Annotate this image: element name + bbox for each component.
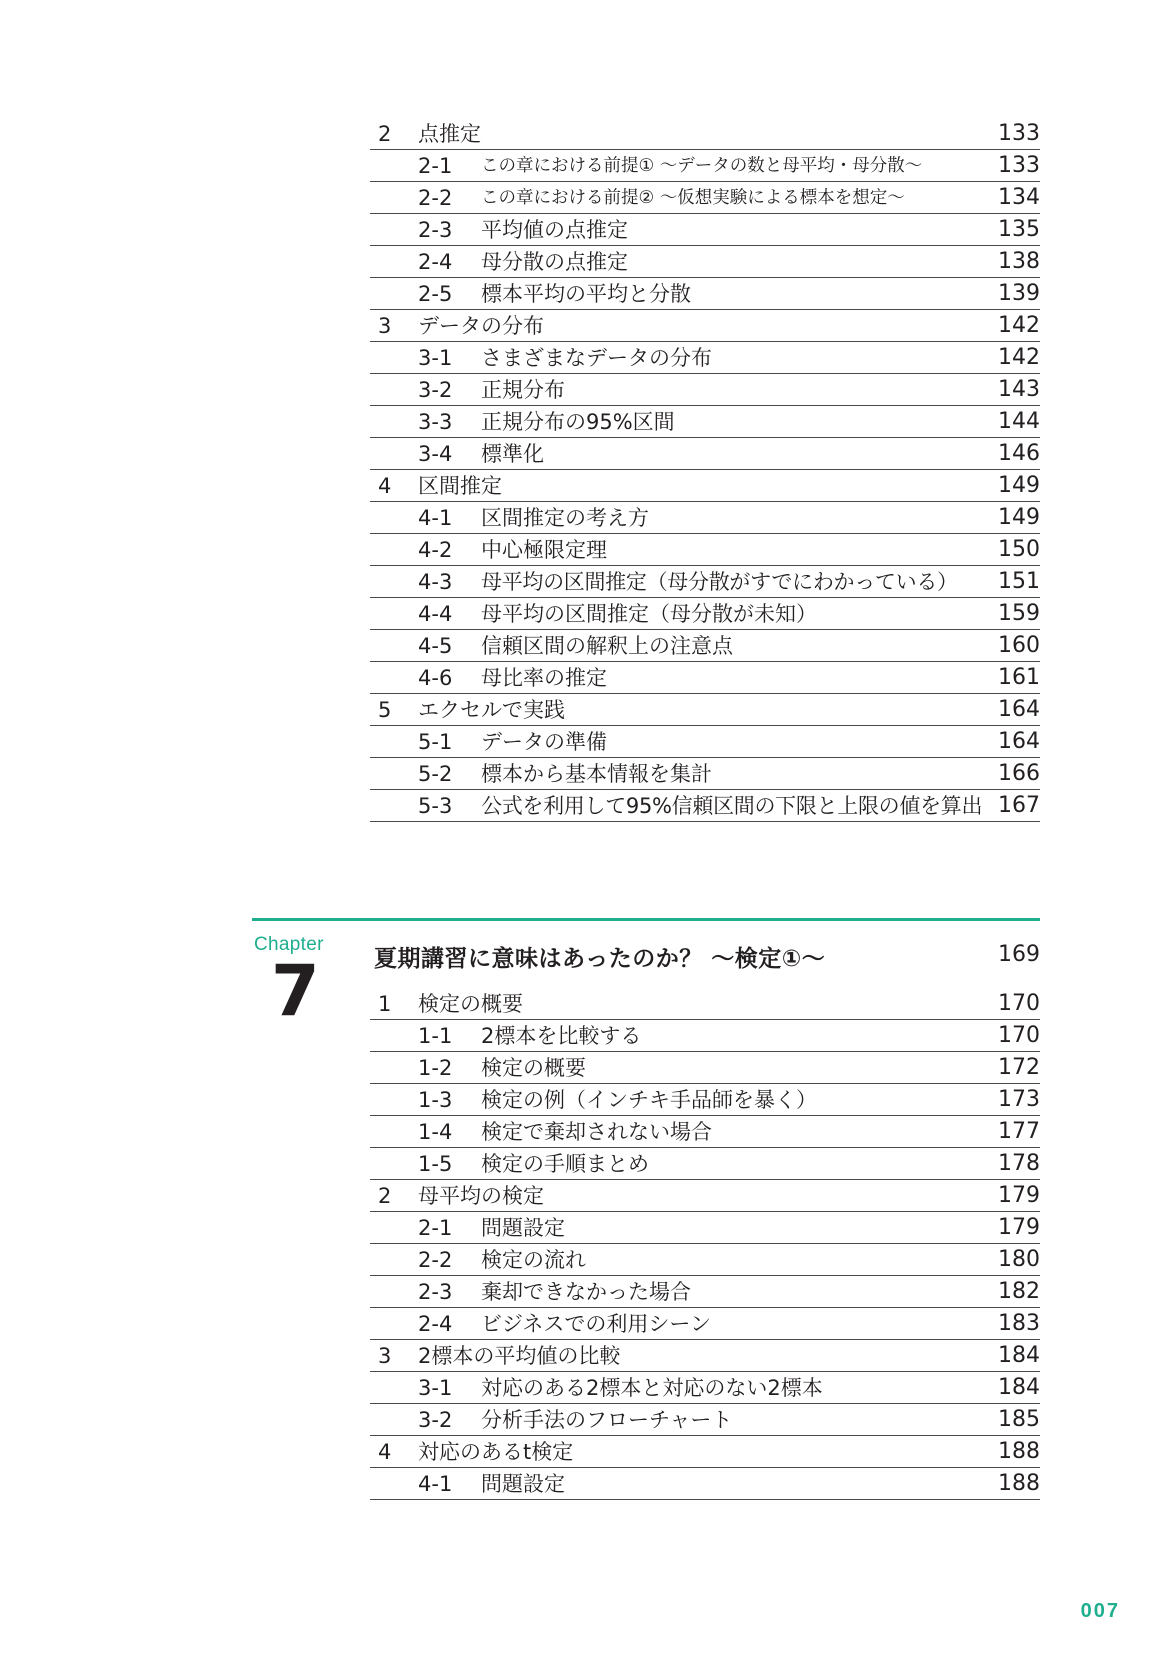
- toc-entry-title: 正規分布の95%区間: [481, 410, 675, 434]
- toc-subsection-row[interactable]: [370, 1148, 1040, 1180]
- toc-entry-page: 149: [998, 473, 1040, 498]
- toc-entry-page: 144: [998, 409, 1040, 434]
- toc-entry-number: 2-2: [418, 1248, 453, 1272]
- toc-entry-title: 標本平均の平均と分散: [481, 282, 691, 306]
- toc-entry-page: 179: [998, 1215, 1040, 1240]
- toc-entry-page: 164: [998, 697, 1040, 722]
- toc-entry-title: 平均値の点推定: [481, 218, 628, 242]
- toc-entry-number: 2-5: [418, 282, 453, 306]
- toc-entry-page: 188: [998, 1439, 1040, 1464]
- toc-entry-number: 2-4: [418, 1312, 453, 1336]
- toc-entry-title: 検定で棄却されない場合: [481, 1120, 712, 1144]
- toc-subsection-row[interactable]: [370, 566, 1040, 598]
- toc-entry-title: 母比率の推定: [481, 666, 607, 690]
- toc-entry-title: 2標本を比較する: [481, 1024, 642, 1048]
- toc-section-row[interactable]: [370, 470, 1040, 502]
- toc-entry-page: 164: [998, 729, 1040, 754]
- toc-entry-page: 161: [998, 665, 1040, 690]
- toc-subsection-row[interactable]: [370, 726, 1040, 758]
- toc-entry-number: 1-5: [418, 1152, 453, 1176]
- toc-entry-number: 2-4: [418, 250, 453, 274]
- toc-list-bottom: [370, 988, 1040, 1500]
- toc-entry-number: 2-1: [418, 1216, 453, 1240]
- toc-entry-title: 点推定: [418, 122, 481, 146]
- page-number: 007: [1080, 1600, 1120, 1622]
- chapter-divider: [252, 918, 1040, 921]
- toc-entry-title: 母平均の区間推定（母分散がすでにわかっている）: [481, 570, 958, 594]
- toc-subsection-row[interactable]: [370, 150, 1040, 182]
- toc-entry-title: 対応のあるt検定: [418, 1440, 574, 1464]
- toc-entry-title: 対応のある2標本と対応のない2標本: [481, 1376, 823, 1400]
- toc-entry-page: 149: [998, 505, 1040, 530]
- toc-entry-number: 4-4: [418, 602, 453, 626]
- toc-entry-title: 正規分布: [481, 378, 565, 402]
- toc-entry-title: 検定の概要: [418, 992, 523, 1016]
- toc-section-row[interactable]: [370, 1340, 1040, 1372]
- toc-entry-page: 177: [998, 1119, 1040, 1144]
- toc-entry-number: 2-3: [418, 1280, 453, 1304]
- toc-entry-number: 3-1: [418, 346, 453, 370]
- toc-subsection-row[interactable]: [370, 662, 1040, 694]
- toc-entry-page: 178: [998, 1151, 1040, 1176]
- toc-entry-title: この章における前提① 〜データの数と母平均・母分散〜: [481, 156, 923, 176]
- toc-subsection-row[interactable]: [370, 1276, 1040, 1308]
- toc-entry-page: 183: [998, 1311, 1040, 1336]
- toc-subsection-row[interactable]: [370, 374, 1040, 406]
- toc-entry-number: 3-3: [418, 410, 453, 434]
- toc-entry-number: 3-2: [418, 1408, 453, 1432]
- toc-subsection-row[interactable]: [370, 1244, 1040, 1276]
- toc-entry-page: 139: [998, 281, 1040, 306]
- toc-entry-title: 公式を利用して95%信頼区間の下限と上限の値を算出: [481, 794, 983, 818]
- toc-entry-number: 4: [378, 474, 392, 498]
- toc-entry-number: 5-1: [418, 730, 453, 754]
- toc-entry-number: 3-4: [418, 442, 453, 466]
- toc-entry-title: 母平均の検定: [418, 1184, 544, 1208]
- toc-entry-number: 2-2: [418, 186, 453, 210]
- toc-entry-page: 160: [998, 633, 1040, 658]
- toc-section-row[interactable]: [370, 118, 1040, 150]
- toc-entry-page: 184: [998, 1343, 1040, 1368]
- toc-entry-number: 4-1: [418, 506, 453, 530]
- toc-entry-number: 4-2: [418, 538, 453, 562]
- toc-entry-page: 133: [998, 121, 1040, 146]
- toc-entry-page: 185: [998, 1407, 1040, 1432]
- toc-entry-page: 133: [998, 153, 1040, 178]
- toc-subsection-row[interactable]: [370, 1084, 1040, 1116]
- toc-entry-number: 1-2: [418, 1056, 453, 1080]
- toc-subsection-row[interactable]: [370, 502, 1040, 534]
- toc-entry-page: 142: [998, 313, 1040, 338]
- toc-entry-page: 151: [998, 569, 1040, 594]
- toc-subsection-row[interactable]: [370, 630, 1040, 662]
- toc-entry-page: 180: [998, 1247, 1040, 1272]
- toc-entry-page: 159: [998, 601, 1040, 626]
- toc-entry-title: 標本から基本情報を集計: [481, 762, 712, 786]
- toc-entry-title: エクセルで実践: [418, 698, 565, 722]
- toc-entry-page: 182: [998, 1279, 1040, 1304]
- toc-entry-page: 167: [998, 793, 1040, 818]
- toc-entry-number: 2-1: [418, 154, 453, 178]
- toc-entry-page: 184: [998, 1375, 1040, 1400]
- toc-entry-title: 信頼区間の解釈上の注意点: [481, 634, 733, 658]
- toc-entry-title: この章における前提② 〜仮想実験による標本を想定〜: [481, 188, 905, 208]
- toc-subsection-row[interactable]: [370, 342, 1040, 374]
- toc-entry-title: 検定の例（インチキ手品師を暴く）: [481, 1088, 817, 1112]
- toc-entry-number: 4-5: [418, 634, 453, 658]
- toc-entry-number: 4-1: [418, 1472, 453, 1496]
- toc-entry-number: 4: [378, 1440, 392, 1464]
- toc-entry-number: 2-3: [418, 218, 453, 242]
- toc-entry-title: 問題設定: [481, 1472, 565, 1496]
- toc-subsection-row[interactable]: [370, 534, 1040, 566]
- toc-entry-number: 3: [378, 1344, 392, 1368]
- toc-entry-title: データの分布: [418, 314, 544, 338]
- toc-entry-page: 146: [998, 441, 1040, 466]
- toc-entry-page: 135: [998, 217, 1040, 242]
- toc-entry-number: 1-1: [418, 1024, 453, 1048]
- toc-subsection-row[interactable]: [370, 1020, 1040, 1052]
- toc-entry-page: 166: [998, 761, 1040, 786]
- toc-subsection-row[interactable]: [370, 1404, 1040, 1436]
- toc-subsection-row[interactable]: [370, 1308, 1040, 1340]
- toc-subsection-row[interactable]: [370, 278, 1040, 310]
- toc-entry-title: 問題設定: [481, 1216, 565, 1240]
- toc-entry-title: 検定の手順まとめ: [481, 1152, 649, 1176]
- toc-subsection-row[interactable]: [370, 758, 1040, 790]
- toc-entry-page: 170: [998, 1023, 1040, 1048]
- toc-section-row[interactable]: [370, 988, 1040, 1020]
- toc-entry-number: 5: [378, 698, 392, 722]
- toc-entry-title: 中心極限定理: [481, 538, 607, 562]
- toc-entry-number: 4-3: [418, 570, 453, 594]
- toc-entry-number: 2: [378, 122, 392, 146]
- toc-entry-number: 1: [378, 992, 392, 1016]
- toc-subsection-row[interactable]: [370, 1212, 1040, 1244]
- toc-subsection-row[interactable]: [370, 438, 1040, 470]
- toc-entry-title: さまざまなデータの分布: [481, 346, 712, 370]
- toc-entry-title: ビジネスでの利用シーン: [481, 1312, 711, 1336]
- toc-subsection-row[interactable]: [370, 1372, 1040, 1404]
- toc-entry-number: 2: [378, 1184, 392, 1208]
- toc-entry-title: 検定の概要: [481, 1056, 586, 1080]
- toc-entry-page: 173: [998, 1087, 1040, 1112]
- toc-section-row[interactable]: [370, 694, 1040, 726]
- toc-entry-page: 134: [998, 185, 1040, 210]
- toc-subsection-row[interactable]: [370, 182, 1040, 214]
- toc-entry-title: 検定の流れ: [481, 1248, 586, 1272]
- toc-entry-title: 母分散の点推定: [481, 250, 628, 274]
- toc-entry-page: 188: [998, 1471, 1040, 1496]
- toc-section-row[interactable]: [370, 1180, 1040, 1212]
- toc-entry-number: 5-3: [418, 794, 453, 818]
- toc-subsection-row[interactable]: [370, 406, 1040, 438]
- chapter-page-number: 169: [998, 942, 1040, 967]
- toc-entry-page: 138: [998, 249, 1040, 274]
- toc-entry-title: 分析手法のフローチャート: [481, 1408, 733, 1432]
- toc-subsection-row[interactable]: [370, 1052, 1040, 1084]
- toc-entry-page: 143: [998, 377, 1040, 402]
- chapter-label: Chapter: [254, 934, 324, 955]
- toc-subsection-row[interactable]: [370, 790, 1040, 822]
- toc-entry-title: 区間推定の考え方: [481, 506, 649, 530]
- toc-subsection-row[interactable]: [370, 598, 1040, 630]
- toc-subsection-row[interactable]: [370, 1116, 1040, 1148]
- toc-section-row[interactable]: [370, 310, 1040, 342]
- toc-entry-number: 5-2: [418, 762, 453, 786]
- toc-subsection-row[interactable]: [370, 1468, 1040, 1500]
- toc-entry-title: 棄却できなかった場合: [481, 1280, 691, 1304]
- toc-list-top: [370, 118, 1040, 822]
- toc-section-row[interactable]: [370, 1436, 1040, 1468]
- toc-entry-title: 2標本の平均値の比較: [418, 1344, 621, 1368]
- toc-entry-number: 1-3: [418, 1088, 453, 1112]
- toc-subsection-row[interactable]: [370, 214, 1040, 246]
- toc-entry-number: 3-1: [418, 1376, 453, 1400]
- toc-entry-number: 4-6: [418, 666, 453, 690]
- toc-entry-page: 172: [998, 1055, 1040, 1080]
- toc-entry-title: 母平均の区間推定（母分散が未知）: [481, 602, 817, 626]
- toc-entry-page: 179: [998, 1183, 1040, 1208]
- toc-subsection-row[interactable]: [370, 246, 1040, 278]
- toc-entry-page: 150: [998, 537, 1040, 562]
- toc-entry-title: データの準備: [481, 730, 607, 754]
- toc-entry-number: 3-2: [418, 378, 453, 402]
- toc-entry-title: 区間推定: [418, 474, 502, 498]
- toc-entry-page: 142: [998, 345, 1040, 370]
- chapter-title[interactable]: 夏期講習に意味はあったのか？ 〜検定①〜: [374, 946, 826, 972]
- toc-entry-page: 170: [998, 991, 1040, 1016]
- chapter-number: 7: [271, 950, 320, 1032]
- toc-entry-title: 標準化: [481, 442, 544, 466]
- toc-entry-number: 3: [378, 314, 392, 338]
- toc-entry-number: 1-4: [418, 1120, 453, 1144]
